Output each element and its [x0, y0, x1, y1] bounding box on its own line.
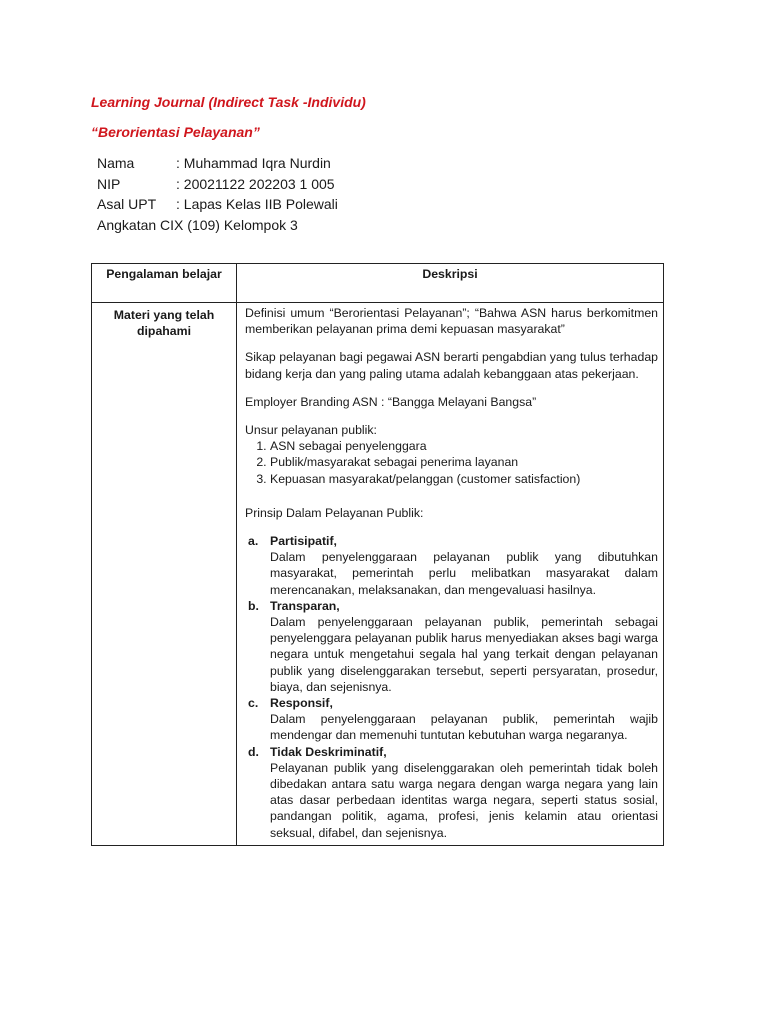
- document-title: Learning Journal (Indirect Task -Individu): [91, 94, 366, 110]
- prinsip-heading: Transparan,: [270, 598, 340, 613]
- prinsip-item: [248, 598, 658, 695]
- identity-row-nip: [97, 174, 338, 195]
- identity-value: : 20021122 202203 1 005: [176, 175, 335, 192]
- row-label-materi: Materi yang telah dipahami: [92, 303, 237, 846]
- prinsip-list: [245, 533, 658, 841]
- paragraph-employer-branding: Employer Branding ASN : “Bangga Melayani Bangsa”: [245, 394, 537, 409]
- prinsip-body: Dalam penyelenggaraan pelayanan publik yang dibutuhkan masyarakat, pemerintah perlu melibatkan masyarakat dalam merencanakan, melaksanakan, dan mengevaluasi hasilnya.: [270, 550, 658, 597]
- identity-label: Asal UPT: [97, 196, 157, 213]
- prinsip-heading: Partisipatif,: [270, 534, 337, 549]
- journal-table: [91, 263, 664, 846]
- angkatan-line: Angkatan CIX (109) Kelompok 3: [97, 216, 298, 233]
- identity-row-asal-upt: [97, 194, 338, 215]
- prinsip-body: Dalam penyelenggaraan pelayanan publik, pemerintah wajib mendengar dan memenuhi tuntutan kebutuhan warga negaranya.: [270, 712, 658, 743]
- prinsip-item: [248, 695, 658, 744]
- description-cell: [237, 303, 664, 846]
- prinsip-title: Prinsip Dalam Pelayanan Publik:: [245, 505, 424, 520]
- list-item: 2. Publik/masyarakat sebagai penerima layanan: [270, 454, 658, 470]
- list-item: 1. ASN sebagai penyelenggara: [270, 438, 658, 454]
- list-marker: d.: [248, 744, 259, 759]
- prinsip-body: Dalam penyelenggaraan pelayanan publik, pemerintah sebagai penyelenggara pelayanan publik harus menyediakan akses bagi warga negara untuk mengetahui segala hal yang terkait dengan pelayanan publik yang diselenggarakan tersebut, seperti persyaratan, prosedur, biaya, dan sejenisnya.: [270, 615, 658, 694]
- identity-label: NIP: [97, 175, 121, 192]
- header-deskripsi: Deskripsi: [237, 264, 664, 303]
- prinsip-heading: Responsif,: [270, 696, 333, 711]
- document-subtitle: “Berorientasi Pelayanan”: [91, 124, 260, 140]
- table-header-row: [92, 264, 664, 303]
- list-item: 3. Kepuasan masyarakat/pelanggan (customer satisfaction): [270, 471, 658, 487]
- identity-block: [97, 153, 338, 235]
- unsur-title: Unsur pelayanan publik:: [245, 423, 377, 438]
- prinsip-item: [248, 744, 658, 841]
- list-marker: b.: [248, 598, 259, 613]
- prinsip-item: [248, 533, 658, 598]
- table-row: [92, 303, 664, 846]
- identity-value: : Muhammad Iqra Nurdin: [176, 155, 331, 171]
- paragraph-sikap: Sikap pelayanan bagi pegawai ASN berarti pengabdian yang tulus terhadap bidang kerja dan yang paling utama adalah kebanggaan atas pekerjaan.: [245, 350, 658, 381]
- identity-label: Nama: [97, 155, 135, 171]
- unsur-list: [245, 438, 658, 487]
- paragraph-definisi: Definisi umum “Berorientasi Pelayanan”; “Bahwa ASN harus berkomitmen memberikan pelayanan prima demi kepuasan masyarakat”: [245, 306, 658, 337]
- identity-row-nama: [97, 153, 338, 174]
- header-pengalaman-belajar: Pengalaman belajar: [92, 264, 237, 303]
- list-marker: c.: [248, 696, 259, 711]
- prinsip-heading: Tidak Deskriminatif,: [270, 744, 387, 759]
- identity-value: : Lapas Kelas IIB Polewali: [176, 196, 338, 213]
- list-marker: a.: [248, 534, 259, 549]
- prinsip-body: Pelayanan publik yang diselenggarakan oleh pemerintah tidak boleh dibedakan antara satu warga negara dengan warga negara yang lain atas dasar perbedaan identitas warga negara, seperti status sosial, pandangan politik, agama, profesi, jenis kelamin atau orientasi seksual, difabel, dan sejenisnya.: [270, 760, 658, 840]
